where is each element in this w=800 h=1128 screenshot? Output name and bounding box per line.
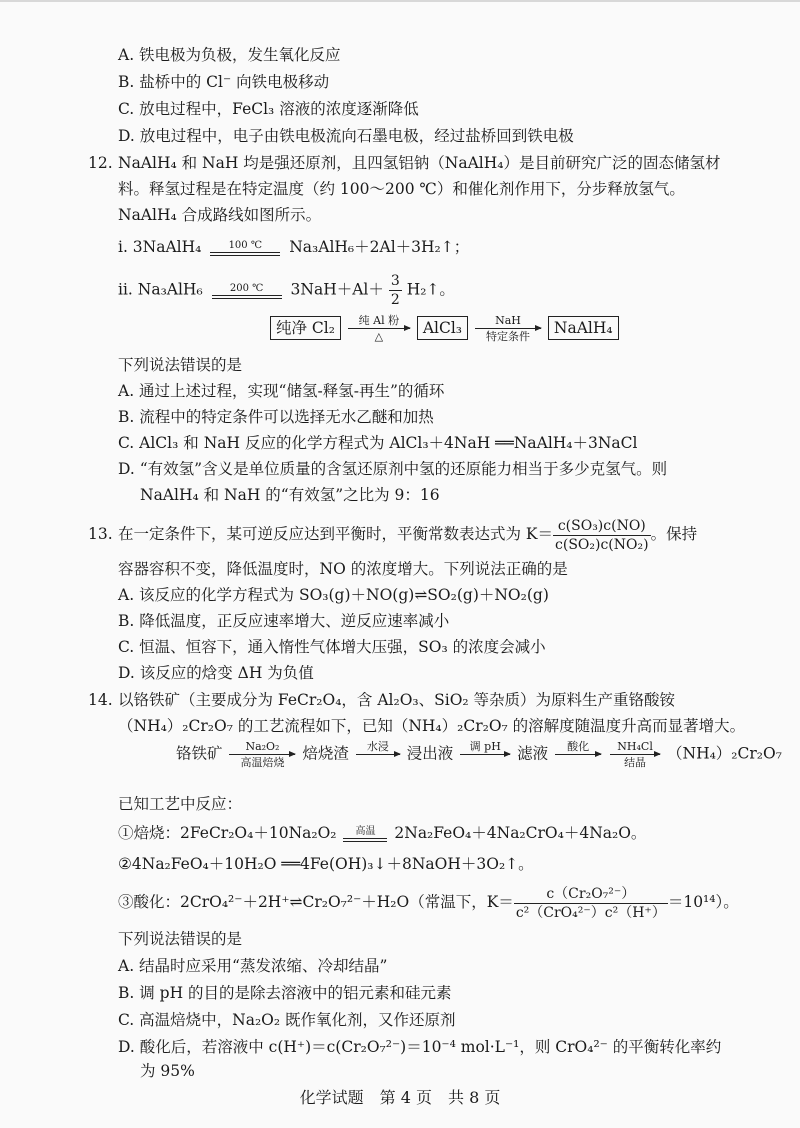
flow-node-leachate: 浸出液 [406,744,454,763]
q14-question: 下列说法错误的是 [118,930,243,948]
flow-node-product: （NH₄）₂Cr₂O₇ [667,744,782,763]
flow-arrow-roast [229,740,295,769]
q12-option-b: B. 流程中的特定条件可以选择无水乙醚和加热 [118,408,434,426]
flow-arrow-crystallize-bottom: 结晶 [624,756,647,769]
q14-stem-line1: 以铬铁矿（主要成分为 FeCr₂O₄，含 Al₂O₃、SiO₂ 等杂质）为原料生产重铬酸铵 [118,691,676,709]
q14-stem-line2: （NH₄）₂Cr₂O₇ 的工艺流程如下，已知（NH₄）₂Cr₂O₇ 的溶解度随温度升高而显著增大。 [118,717,746,735]
flow-arrow-roast-top: Na₂O₂ [245,740,280,753]
q14-option-c: C. 高温焙烧中，Na₂O₂ 既作氧化剂，又作还原剂 [118,1011,456,1029]
reaction-1-condition [343,826,387,842]
reaction-ii-fraction [389,272,402,309]
k-denominator: c(SO₂)c(NO₂) [555,536,649,553]
q14-number: 14. [88,691,113,709]
flow-arrow-al [348,314,410,343]
q13-stem-a: 在一定条件下，某可逆反应达到平衡时，平衡常数表达式为 K＝ [118,525,554,543]
page-top-edge [0,0,800,2]
flow-box-cl2: 纯净 Cl₂ [270,316,341,340]
q11-option-d: D. 放电过程中，电子由铁电极流向石墨电极，经过盐桥回到铁电极 [118,127,574,145]
flow-arrow-water [356,740,400,769]
fraction-numerator: 3 [390,273,400,289]
q12-reaction-ii [118,272,455,309]
reaction-i-condition [210,240,280,256]
flow-arrow-roast-bottom: 高温焙烧 [240,756,285,769]
fraction-denominator: 2 [390,292,400,308]
flow-node-ore: 铬铁矿 [176,744,223,763]
r3-denominator: c²（CrO₄²⁻）c²（H⁺） [515,904,666,921]
reaction-ii-products-b: H₂↑。 [406,280,455,299]
flow-arrow-crystallize-top: NH₄Cl [617,740,653,753]
q14-option-a: A. 结晶时应采用“蒸发浓缩、冷却结晶” [118,957,388,975]
q14-reaction-3 [118,880,739,924]
reaction-3-fraction [514,885,668,922]
reaction-i-temp: 100 ℃ [228,240,263,251]
flow-arrow-nah-top: NaH [495,314,521,327]
flow-arrow-crystallize [610,740,660,769]
q14-known-heading: 已知工艺中反应： [118,795,243,813]
q12-option-d: D. “有效氢”含义是单位质量的含氢还原剂中氢的还原能力相当于多少克氢气。则 [118,460,668,478]
flow-arrow-al-bottom: △ [374,330,384,343]
q12-stem-line3: NaAlH₄ 合成路线如图所示。 [118,206,322,224]
q13-number: 13. [88,525,113,543]
reaction-1-temp: 高温 [355,826,376,837]
q12-number: 12. [88,154,113,172]
flow-arrow-acidify-top: 酸化 [567,740,590,753]
q12-option-d-cont: NaAlH₄ 和 NaH 的“有效氢”之比为 9：16 [140,486,440,504]
q12-reaction-i [118,236,469,258]
flow-arrow-ph-top: 调 pH [469,740,501,753]
flow-arrow-ph [460,740,510,769]
q13-option-b: B. 降低温度，正反应速率增大、逆反应速率减小 [118,612,450,630]
q13-option-c: C. 恒温、恒容下，通入惰性气体增大压强，SO₃ 的浓度会减小 [118,638,546,656]
flow-box-naalh4: NaAlH₄ [548,316,619,340]
flow-arrow-nah [475,314,541,343]
q12-option-c: C. AlCl₃ 和 NaH 反应的化学方程式为 AlCl₃＋4NaH ══NaAlH₄＋3NaCl [118,434,638,452]
q12-question: 下列说法错误的是 [118,356,243,374]
q12-flow-diagram [270,314,619,343]
q11-option-a: A. 铁电极为负极，发生氧化反应 [118,46,341,64]
q14-reaction-2: ②4Na₂FeO₄＋10H₂O ══4Fe(OH)₃↓＋8NaOH＋3O₂↑。 [118,855,534,873]
reaction-1-reactants: ①焙烧：2FeCr₂O₄＋10Na₂O₂ [118,824,337,842]
flow-arrow-acidify [555,740,601,769]
page-footer: 化学试题 第 4 页 共 8 页 [299,1088,501,1107]
reaction-1-products: 2Na₂FeO₄＋4Na₂CrO₄＋4Na₂O。 [394,824,647,842]
k-numerator: c(SO₃)c(NO) [553,517,651,536]
reaction-ii-reactant: ⅱ. Na₃AlH₆ [118,280,203,299]
reaction-ii-temp: 200 ℃ [229,282,264,294]
reaction-3-a: ③酸化：2CrO₄²⁻＋2H⁺⇌Cr₂O₇²⁻＋H₂O（常温下，K＝ [118,893,514,911]
reaction-i-reactant: ⅰ. 3NaAlH₄ [118,238,202,256]
r3-numerator: c（Cr₂O₇²⁻） [514,885,668,904]
q13-stem-line1 [118,512,697,556]
reaction-3-b: ＝10¹⁴）。 [667,893,739,911]
q11-option-c: C. 放电过程中，FeCl₃ 溶液的浓度逐渐降低 [118,100,419,118]
q14-flow-diagram [176,740,782,769]
q14-reaction-1 [118,822,646,844]
flow-node-slag: 焙烧渣 [302,744,349,763]
flow-arrow-al-top: 纯 Al 粉 [358,314,400,327]
flow-arrow-nah-bottom: 特定条件 [485,330,530,343]
flow-box-alcl3: AlCl₃ [417,316,468,340]
q13-stem-b: 。保持 [650,525,698,543]
reaction-i-products: Na₃AlH₆＋2Al＋3H₂↑； [289,238,470,256]
q12-option-a: A. 通过上述过程，实现“储氢-释氢-再生”的循环 [118,382,445,400]
q14-option-d: D. 酸化后，若溶液中 c(H⁺)＝c(Cr₂O₇²⁻)＝10⁻⁴ mol·L⁻¹，则 CrO₄²⁻ 的平衡转化率约 [118,1038,722,1056]
q12-stem-line1: NaAlH₄ 和 NaH 均是强还原剂，且四氢铝钠（NaAlH₄）是目前研究广泛的固态储氢材 [118,154,721,172]
flow-node-filtrate: 滤液 [517,744,549,763]
q11-option-b: B. 盐桥中的 Cl⁻ 向铁电极移动 [118,73,330,91]
q13-stem-line2: 容器容积不变，降低温度时，NO 的浓度增大。下列说法正确的是 [118,560,568,578]
flow-arrow-water-top: 水浸 [366,740,389,753]
q14-option-d-cont: 为 95% [140,1062,195,1080]
q14-option-b: B. 调 pH 的目的是除去溶液中的铝元素和硅元素 [118,984,452,1002]
q13-k-fraction [553,517,651,554]
q13-option-d: D. 该反应的焓变 ΔH 为负值 [118,664,314,682]
reaction-ii-products-a: 3NaH＋Al＋ [290,280,384,299]
q13-option-a: A. 该反应的化学方程式为 SO₃(g)＋NO(g)⇌SO₂(g)＋NO₂(g) [118,586,549,604]
reaction-ii-condition [212,283,282,299]
q12-stem-line2: 料。释氢过程是在特定温度（约 100～200 ℃）和催化剂作用下，分步释放氢气。 [118,180,685,198]
